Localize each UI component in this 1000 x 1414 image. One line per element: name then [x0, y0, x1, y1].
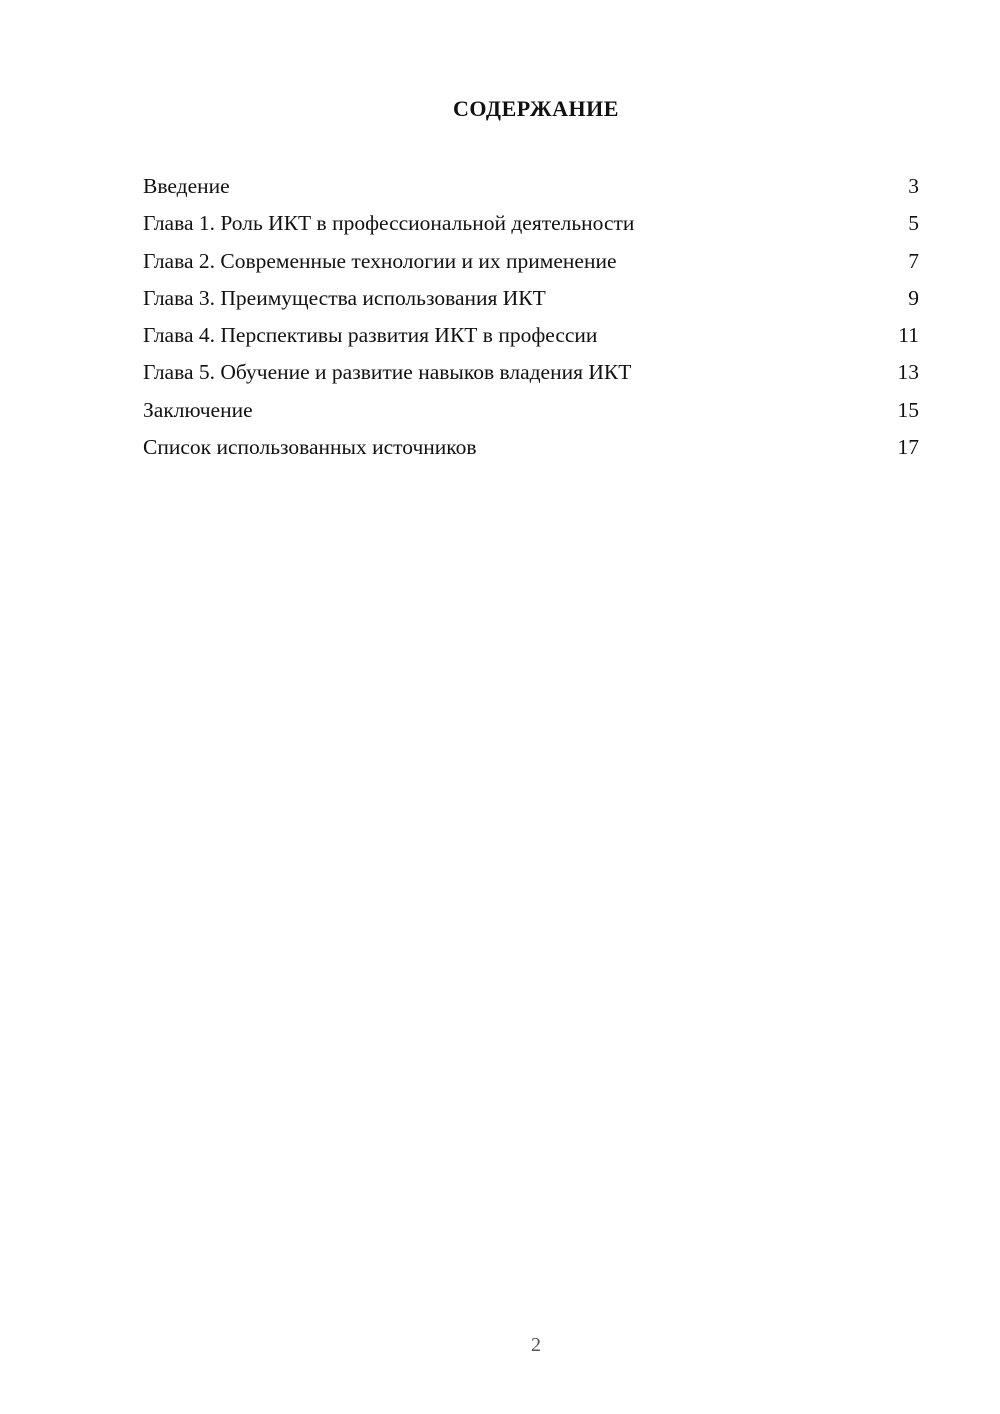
toc-entry — [143, 205, 919, 242]
toc-entry — [143, 168, 919, 205]
toc-entry-label: Глава 4. Перспективы развития ИКТ в профессии — [143, 323, 598, 348]
toc-entry — [143, 354, 919, 391]
toc-entry-page: 7 — [908, 248, 919, 273]
toc-entry-label: Глава 1. Роль ИКТ в профессиональной деятельности — [143, 211, 635, 236]
toc-entry-page: 13 — [897, 360, 919, 385]
toc-entry — [143, 392, 919, 429]
toc-entry — [143, 429, 919, 466]
toc-entry-page: 17 — [897, 435, 919, 460]
toc-entry — [143, 317, 919, 354]
toc-entry — [143, 280, 919, 317]
toc-entry-label: Список использованных источников — [143, 435, 477, 460]
toc-entry-page: 5 — [908, 211, 919, 236]
toc-entry — [143, 243, 919, 280]
toc-entry-label: Глава 3. Преимущества использования ИКТ — [143, 285, 546, 310]
toc-entry-page: 15 — [897, 397, 919, 422]
toc-entry-page: 11 — [898, 323, 919, 348]
toc-entry-page: 3 — [908, 174, 919, 198]
toc-list — [143, 168, 919, 466]
toc-entry-label: Заключение — [143, 397, 253, 422]
toc-entry-page: 9 — [908, 285, 919, 310]
toc-entry-label: Глава 2. Современные технологии и их применение — [143, 248, 617, 273]
toc-title: СОДЕРЖАНИЕ — [453, 96, 619, 121]
page-number: 2 — [531, 1334, 541, 1356]
toc-entry-label: Введение — [143, 174, 230, 198]
toc-entry-label: Глава 5. Обучение и развитие навыков владения ИКТ — [143, 360, 632, 385]
